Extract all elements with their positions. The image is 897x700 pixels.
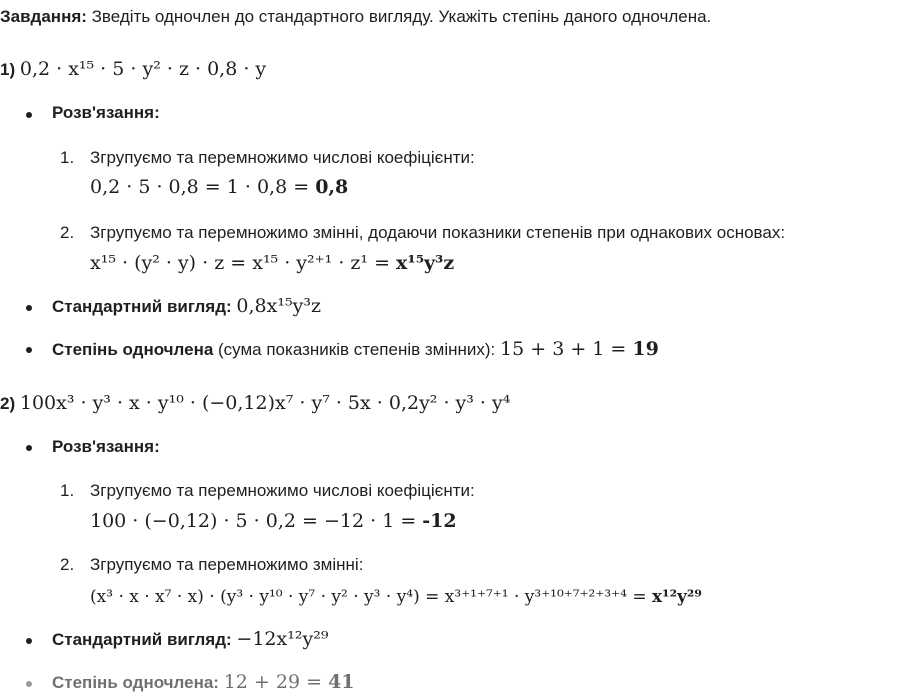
- bullet-dot: [26, 347, 32, 353]
- problem-1-standard: [52, 295, 321, 318]
- bullet-dot: [26, 112, 32, 118]
- degree-lead: 15 + 3 + 1 =: [500, 338, 633, 360]
- problem-2-degree: [52, 671, 355, 694]
- step-number: 1.: [60, 148, 75, 167]
- problem-2-step-1-math: [90, 510, 457, 532]
- problem-2-standard: [52, 628, 328, 651]
- standard-value: −12x¹²y²⁹: [236, 628, 329, 650]
- bullet-dot: [26, 638, 32, 644]
- bullet-dot: [26, 305, 32, 311]
- math-lead: 100 · (−0,12) · 5 · 0,2 = −12 · 1 =: [90, 510, 423, 532]
- standard-label: Стандартний вигляд:: [52, 297, 232, 316]
- math-result: x¹⁵y³z: [396, 252, 455, 274]
- problem-1-expression: 0,2 · x¹⁵ · 5 · y² · z · 0,8 · y: [19, 58, 267, 80]
- degree-result: 41: [328, 671, 355, 693]
- problem-1-degree: [52, 338, 659, 361]
- problem-2-step-2-text: Згрупуємо та перемножимо змінні:: [90, 555, 364, 574]
- problem-1-step-1-math: [90, 176, 348, 198]
- math-result: x¹²y²⁹: [652, 587, 702, 607]
- step-number: 1.: [60, 481, 75, 500]
- problem-2-expression: 100x³ · y³ · x · y¹⁰ · (−0,12)x⁷ · y⁷ · 5x · 0,2y² · y³ · y⁴: [19, 392, 511, 414]
- problem-1-solution-label: Розв'язання:: [52, 103, 160, 122]
- problem-1-number: 1): [0, 60, 16, 79]
- standard-value: 0,8x¹⁵y³z: [236, 295, 321, 317]
- standard-label: Стандартний вигляд:: [52, 630, 232, 649]
- math-lead: (x³ · x · x⁷ · x) · (y³ · y¹⁰ · y⁷ · y² · y³ · y⁴) = x³⁺¹⁺⁷⁺¹ · y³⁺¹⁰⁺⁷⁺²⁺³⁺⁴ =: [90, 587, 652, 607]
- problem-2-solution-label: Розв'язання:: [52, 437, 160, 456]
- task-line: [0, 6, 711, 28]
- problem-1-header: [0, 58, 266, 81]
- problem-1-step-2-math: [90, 252, 454, 274]
- math-lead: x¹⁵ · (y² · y) · z = x¹⁵ · y²⁺¹ · z¹ =: [90, 252, 397, 274]
- problem-2-step-2-math: [90, 586, 702, 608]
- problem-2-number: 2): [0, 394, 16, 413]
- task-label: Завдання:: [0, 7, 87, 26]
- math-lead: 0,2 · 5 · 0,8 = 1 · 0,8 =: [90, 176, 316, 198]
- math-result: 0,8: [315, 176, 349, 198]
- degree-label: Степінь одночлена: [52, 340, 214, 359]
- task-text: Зведіть одночлен до стандартного вигляду. Укажіть степінь даного одночлена.: [86, 7, 712, 26]
- problem-2-header: [0, 392, 510, 415]
- degree-label: Степінь одночлена:: [52, 673, 219, 692]
- problem-1-step-1-text: Згрупуємо та перемножимо числові коефіцієнти:: [90, 148, 475, 167]
- degree-lead: 12 + 29 =: [223, 671, 329, 693]
- problem-1-step-2-text: Згрупуємо та перемножимо змінні, додаючи показники степенів при однакових основах:: [90, 223, 786, 242]
- degree-result: 19: [632, 338, 659, 360]
- problem-2-step-1-text: Згрупуємо та перемножимо числові коефіцієнти:: [90, 481, 475, 500]
- step-number: 2.: [60, 223, 75, 242]
- degree-note: (сума показників степенів змінних):: [213, 340, 501, 359]
- bullet-dot: [26, 681, 32, 687]
- math-result: -12: [422, 510, 457, 532]
- bullet-dot: [26, 445, 32, 451]
- step-number: 2.: [60, 555, 75, 574]
